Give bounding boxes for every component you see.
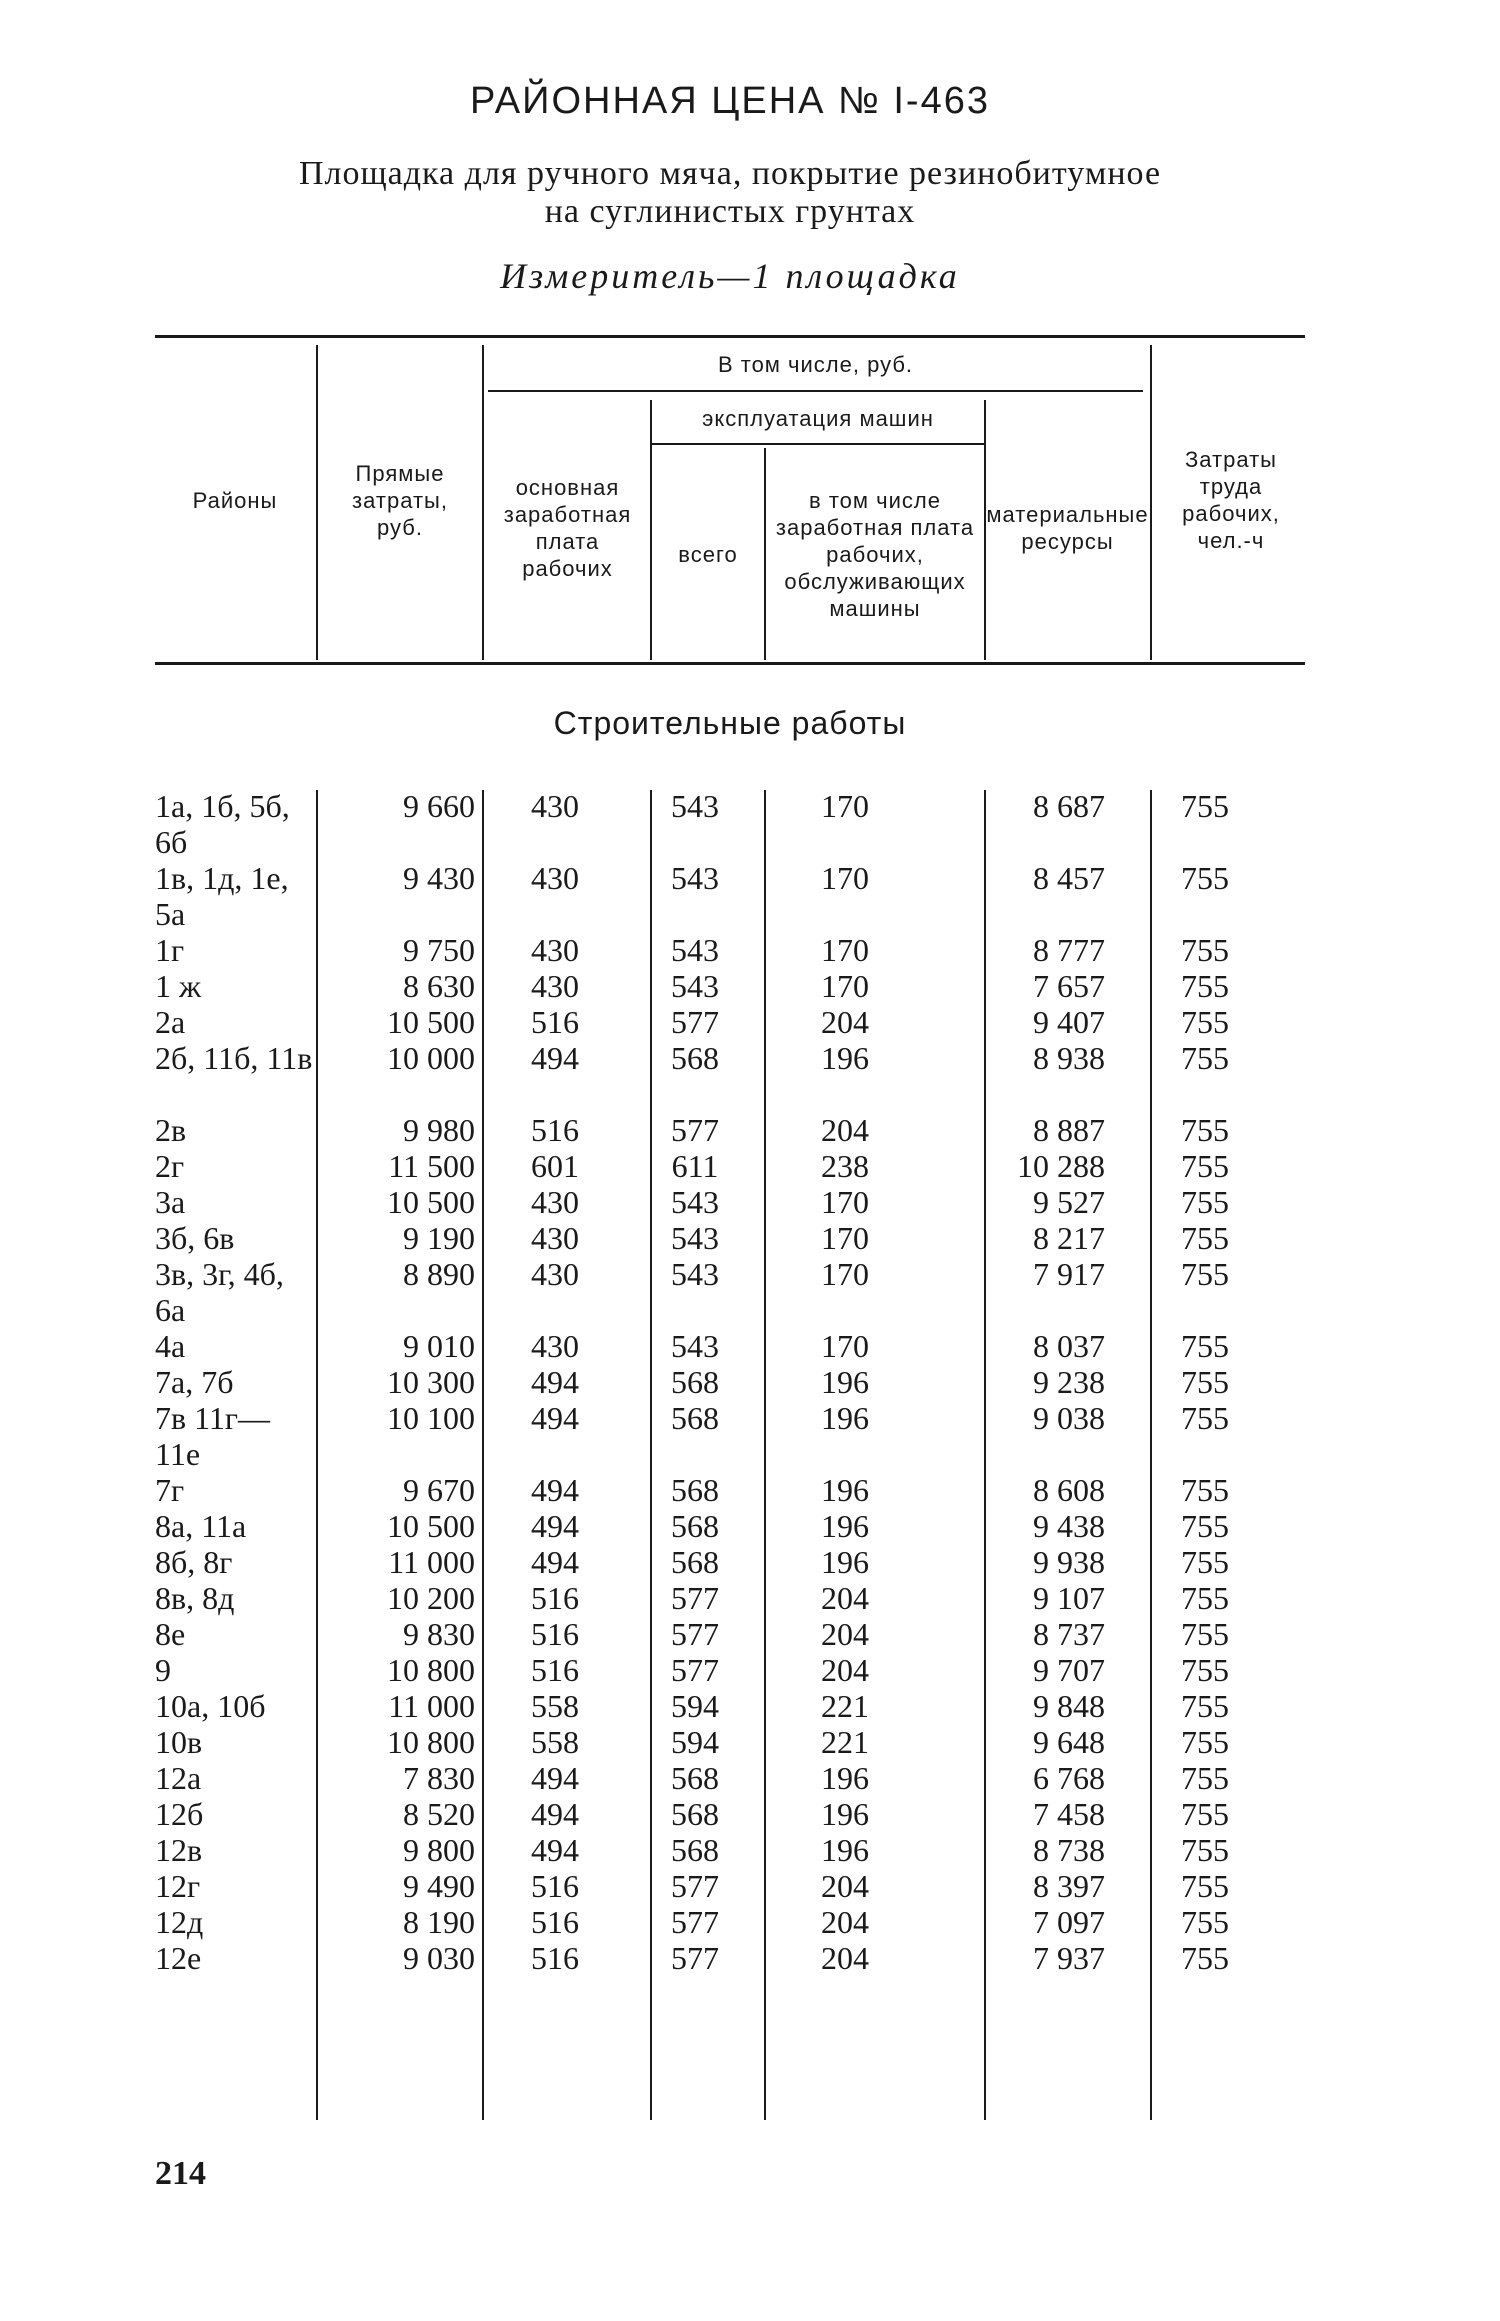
- wage-cell: 430: [531, 1220, 579, 1256]
- machines-total-cell: 568: [671, 1472, 719, 1508]
- region-cell: 8б, 8г: [155, 1544, 233, 1580]
- direct-cost-cell: 9 190: [403, 1220, 475, 1256]
- labor-cell: 755: [1181, 1256, 1229, 1292]
- wage-cell: 516: [531, 1580, 579, 1616]
- machines-wage-cell: 221: [821, 1724, 869, 1760]
- machines-wage-cell: 170: [821, 932, 869, 968]
- direct-cost-cell: 8 520: [403, 1796, 475, 1832]
- labor-cell: 755: [1181, 1832, 1229, 1868]
- header-divider: [316, 345, 318, 660]
- machines-wage-cell: 204: [821, 1580, 869, 1616]
- region-cell: 3в, 3г, 4б, 6а: [155, 1256, 284, 1328]
- table-row: [155, 1868, 1305, 1904]
- wage-cell: 494: [531, 1544, 579, 1580]
- table-row: [155, 1364, 1305, 1400]
- wage-cell: 494: [531, 1760, 579, 1796]
- machines-total-cell: 543: [671, 1256, 719, 1292]
- materials-cell: 9 707: [1033, 1652, 1105, 1688]
- direct-cost-cell: 9 750: [403, 932, 475, 968]
- materials-cell: 10 288: [1017, 1148, 1105, 1184]
- materials-cell: 9 038: [1033, 1400, 1105, 1436]
- region-cell: 8е: [155, 1616, 186, 1652]
- table-row: [155, 1148, 1305, 1184]
- machines-wage-cell: 238: [821, 1148, 869, 1184]
- wage-cell: 494: [531, 1832, 579, 1868]
- region-cell: 1в, 1д, 1е, 5а: [155, 860, 289, 932]
- machines-total-cell: 568: [671, 1832, 719, 1868]
- materials-cell: 8 777: [1033, 932, 1105, 968]
- table-row: [155, 1652, 1305, 1688]
- machines-total-cell: 577: [671, 1580, 719, 1616]
- machines-wage-cell: 196: [821, 1364, 869, 1400]
- materials-cell: 9 527: [1033, 1184, 1105, 1220]
- materials-cell: 7 937: [1033, 1940, 1105, 1976]
- table-row: [155, 1904, 1305, 1940]
- machines-total-cell: 577: [671, 1868, 719, 1904]
- direct-cost-cell: 8 890: [403, 1256, 475, 1292]
- region-cell: 2в: [155, 1112, 187, 1148]
- direct-cost-cell: 9 430: [403, 860, 475, 896]
- wage-cell: 430: [531, 1256, 579, 1292]
- table-row: [155, 1508, 1305, 1544]
- materials-cell: 8 457: [1033, 860, 1105, 896]
- machines-total-cell: 543: [671, 932, 719, 968]
- machines-wage-cell: 196: [821, 1040, 869, 1076]
- wage-cell: 558: [531, 1688, 579, 1724]
- wage-cell: 558: [531, 1724, 579, 1760]
- wage-cell: 494: [531, 1508, 579, 1544]
- region-cell: 12а: [155, 1760, 202, 1796]
- machines-wage-cell: 196: [821, 1832, 869, 1868]
- table-row: [155, 932, 1305, 968]
- table-row: [155, 1472, 1305, 1508]
- region-cell: 8а, 11а: [155, 1508, 247, 1544]
- table-row: [155, 1400, 1305, 1472]
- wage-cell: 494: [531, 1400, 579, 1436]
- materials-cell: 8 938: [1033, 1040, 1105, 1076]
- materials-cell: 8 608: [1033, 1472, 1105, 1508]
- machines-total-cell: 577: [671, 1616, 719, 1652]
- region-cell: 1а, 1б, 5б, 6б: [155, 788, 290, 860]
- machines-wage-cell: 204: [821, 1616, 869, 1652]
- table-row: [155, 1580, 1305, 1616]
- wage-cell: 516: [531, 1004, 579, 1040]
- machines-wage-cell: 170: [821, 1184, 869, 1220]
- machines-total-cell: 568: [671, 1364, 719, 1400]
- wage-cell: 516: [531, 1652, 579, 1688]
- materials-cell: 7 097: [1033, 1904, 1105, 1940]
- machines-wage-cell: 196: [821, 1796, 869, 1832]
- materials-cell: 8 397: [1033, 1868, 1105, 1904]
- wage-cell: 516: [531, 1616, 579, 1652]
- direct-cost-cell: 9 010: [403, 1328, 475, 1364]
- table-row: [155, 1220, 1305, 1256]
- materials-cell: 8 217: [1033, 1220, 1105, 1256]
- machines-underline: [650, 443, 986, 445]
- region-cell: 12д: [155, 1904, 204, 1940]
- machines-wage-cell: 196: [821, 1400, 869, 1436]
- labor-cell: 755: [1181, 1580, 1229, 1616]
- direct-cost-cell: 11 000: [388, 1544, 475, 1580]
- direct-cost-cell: 8 190: [403, 1904, 475, 1940]
- materials-cell: 9 938: [1033, 1544, 1105, 1580]
- machines-total-cell: 543: [671, 968, 719, 1004]
- table-row: [155, 1328, 1305, 1364]
- materials-cell: 9 238: [1033, 1364, 1105, 1400]
- direct-cost-cell: 11 000: [388, 1688, 475, 1724]
- machines-total-cell: 568: [671, 1796, 719, 1832]
- region-cell: 2б, 11б, 11в: [155, 1040, 313, 1076]
- region-cell: 12в: [155, 1832, 203, 1868]
- wage-cell: 516: [531, 1112, 579, 1148]
- materials-cell: 9 648: [1033, 1724, 1105, 1760]
- materials-cell: 9 407: [1033, 1004, 1105, 1040]
- subtitle-line-1: Площадка для ручного мяча, покрытие резинобитумное: [298, 155, 1162, 192]
- labor-cell: 755: [1181, 1040, 1229, 1076]
- table-row: [155, 1940, 1305, 1976]
- table-row: [155, 968, 1305, 1004]
- labor-cell: 755: [1181, 1544, 1229, 1580]
- direct-cost-cell: 10 800: [387, 1652, 475, 1688]
- direct-cost-cell: 10 000: [387, 1040, 475, 1076]
- machines-wage-cell: 204: [821, 1004, 869, 1040]
- including-underline: [488, 390, 1143, 392]
- header-bottom-rule: [155, 662, 1305, 665]
- machines-wage-cell: 170: [821, 1256, 869, 1292]
- materials-cell: 7 657: [1033, 968, 1105, 1004]
- table-row: [155, 788, 1305, 860]
- direct-cost-cell: 9 660: [403, 788, 475, 824]
- machines-wage-cell: 170: [821, 860, 869, 896]
- header-wage: основная заработная плата рабочих: [503, 474, 632, 581]
- machines-wage-cell: 170: [821, 968, 869, 1004]
- labor-cell: 755: [1181, 1508, 1229, 1544]
- labor-cell: 755: [1181, 1004, 1229, 1040]
- direct-cost-cell: 9 830: [403, 1616, 475, 1652]
- direct-cost-cell: 9 800: [403, 1832, 475, 1868]
- machines-wage-cell: 170: [821, 1220, 869, 1256]
- materials-cell: 9 107: [1033, 1580, 1105, 1616]
- table-row: [155, 1004, 1305, 1040]
- direct-cost-cell: 9 490: [403, 1868, 475, 1904]
- table-top-rule: [155, 335, 1305, 338]
- region-cell: 12г: [155, 1868, 201, 1904]
- labor-cell: 755: [1181, 788, 1229, 824]
- table-body: [155, 788, 1305, 1976]
- labor-cell: 755: [1181, 1328, 1229, 1364]
- section-title: Строительные работы: [553, 705, 907, 741]
- materials-cell: 8 037: [1033, 1328, 1105, 1364]
- region-cell: 9: [155, 1652, 171, 1688]
- region-cell: 2г: [155, 1148, 185, 1184]
- labor-cell: 755: [1181, 1616, 1229, 1652]
- machines-wage-cell: 221: [821, 1688, 869, 1724]
- page-subtitle: [0, 155, 1460, 231]
- direct-cost-cell: 10 500: [387, 1184, 475, 1220]
- header-labor: Затраты труда рабочих, чел.-ч: [1182, 447, 1280, 553]
- labor-cell: 755: [1181, 1688, 1229, 1724]
- header-including: В том числе, руб.: [717, 351, 914, 377]
- labor-cell: 755: [1181, 860, 1229, 896]
- machines-total-cell: 543: [671, 1184, 719, 1220]
- region-cell: 7г: [155, 1472, 185, 1508]
- materials-cell: 9 438: [1033, 1508, 1105, 1544]
- labor-cell: 755: [1181, 932, 1229, 968]
- materials-cell: 7 458: [1033, 1796, 1105, 1832]
- machines-wage-cell: 204: [821, 1652, 869, 1688]
- header-machines-total: всего: [678, 541, 738, 567]
- machines-wage-cell: 196: [821, 1472, 869, 1508]
- machines-total-cell: 577: [671, 1904, 719, 1940]
- machines-wage-cell: 196: [821, 1508, 869, 1544]
- header-divider: [764, 448, 766, 660]
- direct-cost-cell: 8 630: [403, 968, 475, 1004]
- region-cell: 3б, 6в: [155, 1220, 235, 1256]
- labor-cell: 755: [1181, 968, 1229, 1004]
- direct-cost-cell: 10 300: [387, 1364, 475, 1400]
- table-row: [155, 1112, 1305, 1148]
- wage-cell: 494: [531, 1472, 579, 1508]
- machines-total-cell: 577: [671, 1652, 719, 1688]
- machines-total-cell: 594: [671, 1688, 719, 1724]
- direct-cost-cell: 10 800: [387, 1724, 475, 1760]
- materials-cell: 8 737: [1033, 1616, 1105, 1652]
- table-row: [155, 1184, 1305, 1220]
- region-cell: 7а, 7б: [155, 1364, 234, 1400]
- machines-total-cell: 577: [671, 1940, 719, 1976]
- machines-wage-cell: 170: [821, 1328, 869, 1364]
- region-cell: 2а: [155, 1004, 186, 1040]
- machines-total-cell: 568: [671, 1040, 719, 1076]
- region-cell: 10в: [155, 1724, 203, 1760]
- machines-wage-cell: 204: [821, 1940, 869, 1976]
- machines-total-cell: 568: [671, 1760, 719, 1796]
- region-cell: 12б: [155, 1796, 204, 1832]
- materials-cell: 8 887: [1033, 1112, 1105, 1148]
- wage-cell: 430: [531, 1184, 579, 1220]
- table-row: [155, 1040, 1305, 1112]
- header-materials: материальные ресурсы: [986, 501, 1149, 554]
- materials-cell: 6 768: [1033, 1760, 1105, 1796]
- table-row: [155, 1832, 1305, 1868]
- machines-total-cell: 543: [671, 860, 719, 896]
- materials-cell: 9 848: [1033, 1688, 1105, 1724]
- machines-wage-cell: 170: [821, 788, 869, 824]
- region-cell: 12е: [155, 1940, 202, 1976]
- table-row: [155, 1724, 1305, 1760]
- machines-wage-cell: 196: [821, 1544, 869, 1580]
- wage-cell: 601: [531, 1148, 579, 1184]
- wage-cell: 516: [531, 1904, 579, 1940]
- labor-cell: 755: [1181, 1760, 1229, 1796]
- machines-total-cell: 543: [671, 1328, 719, 1364]
- table-row: [155, 1688, 1305, 1724]
- header-regions: Районы: [192, 487, 278, 513]
- page-title: РАЙОННАЯ ЦЕНА № I-463: [470, 80, 990, 122]
- region-cell: 3а: [155, 1184, 186, 1220]
- machines-total-cell: 594: [671, 1724, 719, 1760]
- wage-cell: 516: [531, 1868, 579, 1904]
- labor-cell: 755: [1181, 1868, 1229, 1904]
- region-cell: 1г: [155, 932, 185, 968]
- materials-cell: 8 687: [1033, 788, 1105, 824]
- machines-total-cell: 543: [671, 1220, 719, 1256]
- machines-wage-cell: 204: [821, 1112, 869, 1148]
- subtitle-line-2: на суглинистых грунтах: [544, 193, 916, 230]
- machines-total-cell: 577: [671, 1112, 719, 1148]
- direct-cost-cell: 10 100: [387, 1400, 475, 1436]
- wage-cell: 430: [531, 968, 579, 1004]
- machines-total-cell: 611: [671, 1148, 719, 1184]
- direct-cost-cell: 10 500: [387, 1508, 475, 1544]
- materials-cell: 8 738: [1033, 1832, 1105, 1868]
- machines-total-cell: 543: [671, 788, 719, 824]
- labor-cell: 755: [1181, 1652, 1229, 1688]
- labor-cell: 755: [1181, 1904, 1229, 1940]
- region-cell: 10а, 10б: [155, 1688, 266, 1724]
- materials-cell: 7 917: [1033, 1256, 1105, 1292]
- labor-cell: 755: [1181, 1184, 1229, 1220]
- machines-total-cell: 568: [671, 1400, 719, 1436]
- machines-wage-cell: 204: [821, 1868, 869, 1904]
- machines-total-cell: 577: [671, 1004, 719, 1040]
- wage-cell: 516: [531, 1940, 579, 1976]
- region-cell: 4а: [155, 1328, 186, 1364]
- wage-cell: 430: [531, 1328, 579, 1364]
- machines-wage-cell: 204: [821, 1904, 869, 1940]
- table-row: [155, 1616, 1305, 1652]
- region-cell: 7в 11г— 11е: [155, 1400, 271, 1472]
- labor-cell: 755: [1181, 1724, 1229, 1760]
- header-machines-wage: в том числе заработная плата рабочих, обслуживающих машины: [775, 487, 975, 621]
- direct-cost-cell: 9 670: [403, 1472, 475, 1508]
- direct-cost-cell: 9 030: [403, 1940, 475, 1976]
- table-row: [155, 1796, 1305, 1832]
- table-row: [155, 860, 1305, 932]
- table-row: [155, 1760, 1305, 1796]
- table-row: [155, 1544, 1305, 1580]
- header-divider: [482, 345, 484, 660]
- header-machines: эксплуатация машин: [702, 405, 934, 431]
- labor-cell: 755: [1181, 1940, 1229, 1976]
- labor-cell: 755: [1181, 1112, 1229, 1148]
- labor-cell: 755: [1181, 1472, 1229, 1508]
- machines-total-cell: 568: [671, 1544, 719, 1580]
- direct-cost-cell: 10 200: [387, 1580, 475, 1616]
- machines-wage-cell: 196: [821, 1760, 869, 1796]
- labor-cell: 755: [1181, 1400, 1229, 1436]
- wage-cell: 494: [531, 1364, 579, 1400]
- direct-cost-cell: 9 980: [403, 1112, 475, 1148]
- wage-cell: 494: [531, 1796, 579, 1832]
- page-number: 214: [155, 2155, 206, 2192]
- labor-cell: 755: [1181, 1364, 1229, 1400]
- wage-cell: 430: [531, 860, 579, 896]
- wage-cell: 430: [531, 932, 579, 968]
- region-cell: 1 ж: [155, 968, 202, 1004]
- header-direct: Прямые затраты, руб.: [352, 460, 448, 540]
- wage-cell: 494: [531, 1040, 579, 1076]
- labor-cell: 755: [1181, 1220, 1229, 1256]
- header-divider: [1150, 345, 1152, 660]
- measure-unit: Измеритель—1 площадка: [500, 256, 960, 296]
- direct-cost-cell: 11 500: [388, 1148, 475, 1184]
- machines-total-cell: 568: [671, 1508, 719, 1544]
- region-cell: 8в, 8д: [155, 1580, 235, 1616]
- labor-cell: 755: [1181, 1796, 1229, 1832]
- table-row: [155, 1256, 1305, 1328]
- direct-cost-cell: 10 500: [387, 1004, 475, 1040]
- direct-cost-cell: 7 830: [403, 1760, 475, 1796]
- wage-cell: 430: [531, 788, 579, 824]
- labor-cell: 755: [1181, 1148, 1229, 1184]
